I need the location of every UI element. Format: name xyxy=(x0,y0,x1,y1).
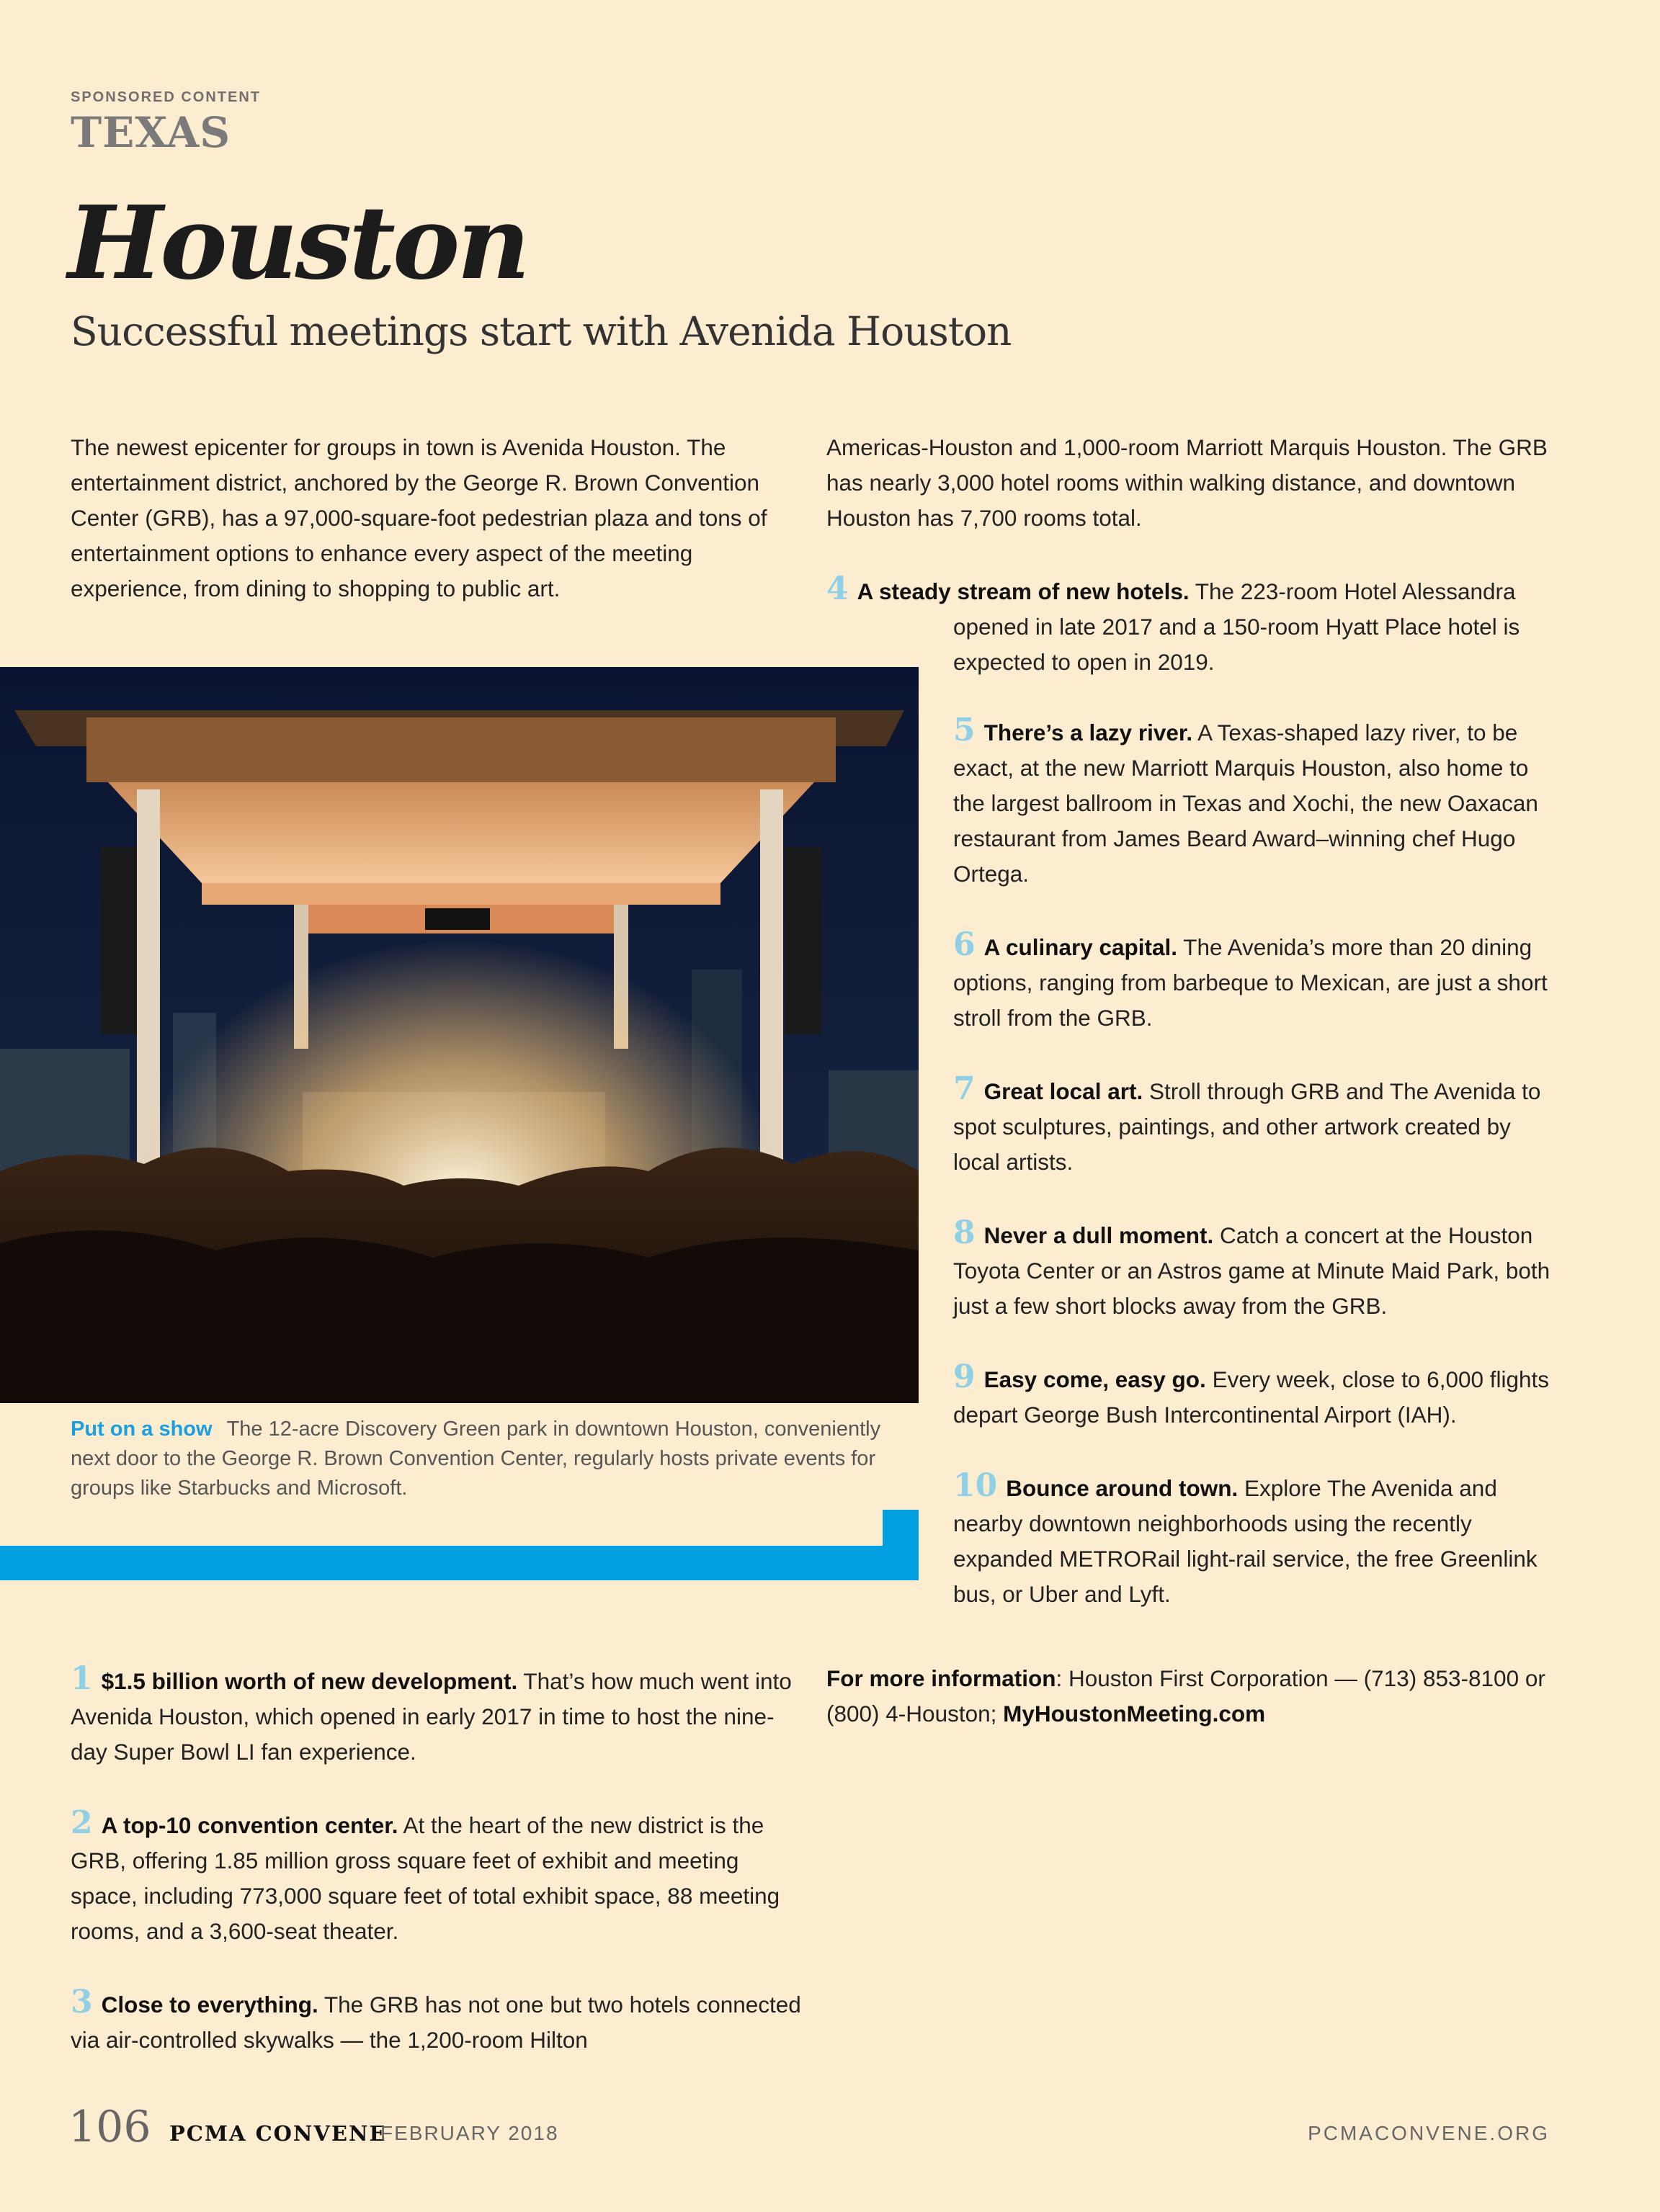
item-number: 8 xyxy=(953,1214,976,1251)
accent-bar xyxy=(0,1546,919,1580)
caption-lead: Put on a show xyxy=(71,1418,213,1441)
list-item-8 xyxy=(953,1215,1558,1324)
item-text: Every week, close to 6,000 flights depart George Bush Intercontinental Airport (IAH). xyxy=(953,1366,1550,1428)
item-number: 5 xyxy=(953,712,976,748)
item-text: Catch a concert at the Houston Toyota Center or an Astros game at Minute Maid Park, both just a few short blocks away from the GRB. xyxy=(953,1222,1550,1319)
sponsored-label: SPONSORED CONTENT xyxy=(71,89,262,105)
page-title: Houston xyxy=(68,184,528,303)
item-text: The 223-room Hotel Alessandra opened in late 2017 and a 150-room Hyatt Place hotel is expected to open in 2019. xyxy=(953,578,1520,675)
list-item-10 xyxy=(953,1468,1558,1612)
more-info-label: For more information xyxy=(826,1665,1056,1691)
more-info-link[interactable]: MyHoustonMeeting.com xyxy=(1003,1701,1266,1727)
concert-photo xyxy=(0,667,919,1403)
left-list xyxy=(71,1661,806,2093)
item-text: The GRB has not one but two hotels connected via air-controlled skywalks — the 1,200-room Hilton xyxy=(71,1992,801,2053)
item-heading: A top-10 convention center. xyxy=(101,1812,398,1838)
item-text: Explore The Avenida and nearby downtown neighborhoods using the recently expanded METRORail light-rail service, the free Greenlink bus, or Uber and Lyft. xyxy=(953,1475,1538,1607)
list-item-7 xyxy=(953,1071,1558,1180)
item-heading: Easy come, easy go. xyxy=(983,1366,1206,1392)
item-number: 2 xyxy=(71,1804,93,1841)
item-text: A Texas-shaped lazy river, to be exact, at the new Marriott Marquis Houston, also home to the largest ballroom in Texas and Xochi, the new Oaxacan restaurant from James Beard Award–winning chef Hugo Ortega. xyxy=(953,720,1538,887)
item-heading: Close to everything. xyxy=(101,1992,318,2018)
item-number: 3 xyxy=(71,1984,93,2020)
item-3-continuation: Americas-Houston and 1,000-room Marriott Marquis Houston. The GRB has nearly 3,000 hotel rooms within walking distance, and downtown Houston has 7,700 rooms total. xyxy=(826,434,1548,531)
list-item-3 xyxy=(71,1984,806,2058)
list-item-4 xyxy=(826,571,1561,680)
item-heading: There’s a lazy river. xyxy=(983,720,1193,745)
item-heading: Never a dull moment. xyxy=(983,1222,1214,1248)
page-number: 106 xyxy=(68,2102,151,2152)
photo-caption xyxy=(71,1415,899,1503)
issue-date: FEBRUARY 2018 xyxy=(380,2122,559,2144)
item-text: Stroll through GRB and The Avenida to spot sculptures, paintings, and other artwork created by local artists. xyxy=(953,1078,1541,1175)
list-item-6 xyxy=(953,927,1558,1036)
list-item-9 xyxy=(953,1359,1558,1433)
accent-bar-notch xyxy=(883,1510,919,1547)
region-label: TEXAS xyxy=(71,108,231,157)
list-item-5 xyxy=(953,712,1558,892)
caption-text: The 12-acre Discovery Green park in downtown Houston, conveniently next door to the George R. Brown Convention Center, regularly hosts private events for groups like Starbucks and Microsoft. xyxy=(71,1418,881,1500)
more-info xyxy=(826,1661,1547,1732)
intro-paragraph: The newest epicenter for groups in town is Avenida Houston. The entertainment district, anchored by the George R. Brown Convention Center (GRB), has a 97,000-square-foot pedestrian plaza and tons of entertainment options to enhance every aspect of the meeting experience, from dining to shopping to public art. xyxy=(71,434,767,601)
item-number: 7 xyxy=(953,1070,976,1107)
item-number: 6 xyxy=(953,926,976,963)
more-info-text: : Houston First Corporation — (713) 853-8100 or (800) 4-Houston; xyxy=(826,1665,1545,1727)
item-heading: A culinary capital. xyxy=(983,934,1178,960)
page-subtitle: Successful meetings start with Avenida Houston xyxy=(71,308,1012,354)
footer-url[interactable]: PCMACONVENE.ORG xyxy=(1308,2122,1550,2144)
item-text: At the heart of the new district is the GRB, offering 1.85 million gross square feet of exhibit and meeting space, including 773,000 square feet of total exhibit space, 88 meeting rooms, and a 3,600-seat theater. xyxy=(71,1812,780,1944)
item-number: 9 xyxy=(953,1358,976,1395)
item-heading: Bounce around town. xyxy=(1006,1475,1239,1501)
list-item-1 xyxy=(71,1661,806,1770)
item-number: 4 xyxy=(826,570,849,607)
item-number: 1 xyxy=(71,1660,93,1697)
magazine-name: PCMA CONVENE xyxy=(169,2121,387,2146)
item-text: The Avenida’s more than 20 dining options, ranging from barbeque to Mexican, are just a short stroll from the GRB. xyxy=(953,934,1548,1031)
list-item-2 xyxy=(71,1805,806,1949)
item-text: That’s how much went into Avenida Houston, which opened in early 2017 in time to host the nine-day Super Bowl LI fan experience. xyxy=(71,1668,792,1765)
item-heading: Great local art. xyxy=(983,1078,1143,1104)
item-number: 10 xyxy=(953,1467,998,1504)
item-heading: $1.5 billion worth of new development. xyxy=(101,1668,518,1694)
right-list xyxy=(953,712,1558,1647)
item-heading: A steady stream of new hotels. xyxy=(857,578,1190,604)
